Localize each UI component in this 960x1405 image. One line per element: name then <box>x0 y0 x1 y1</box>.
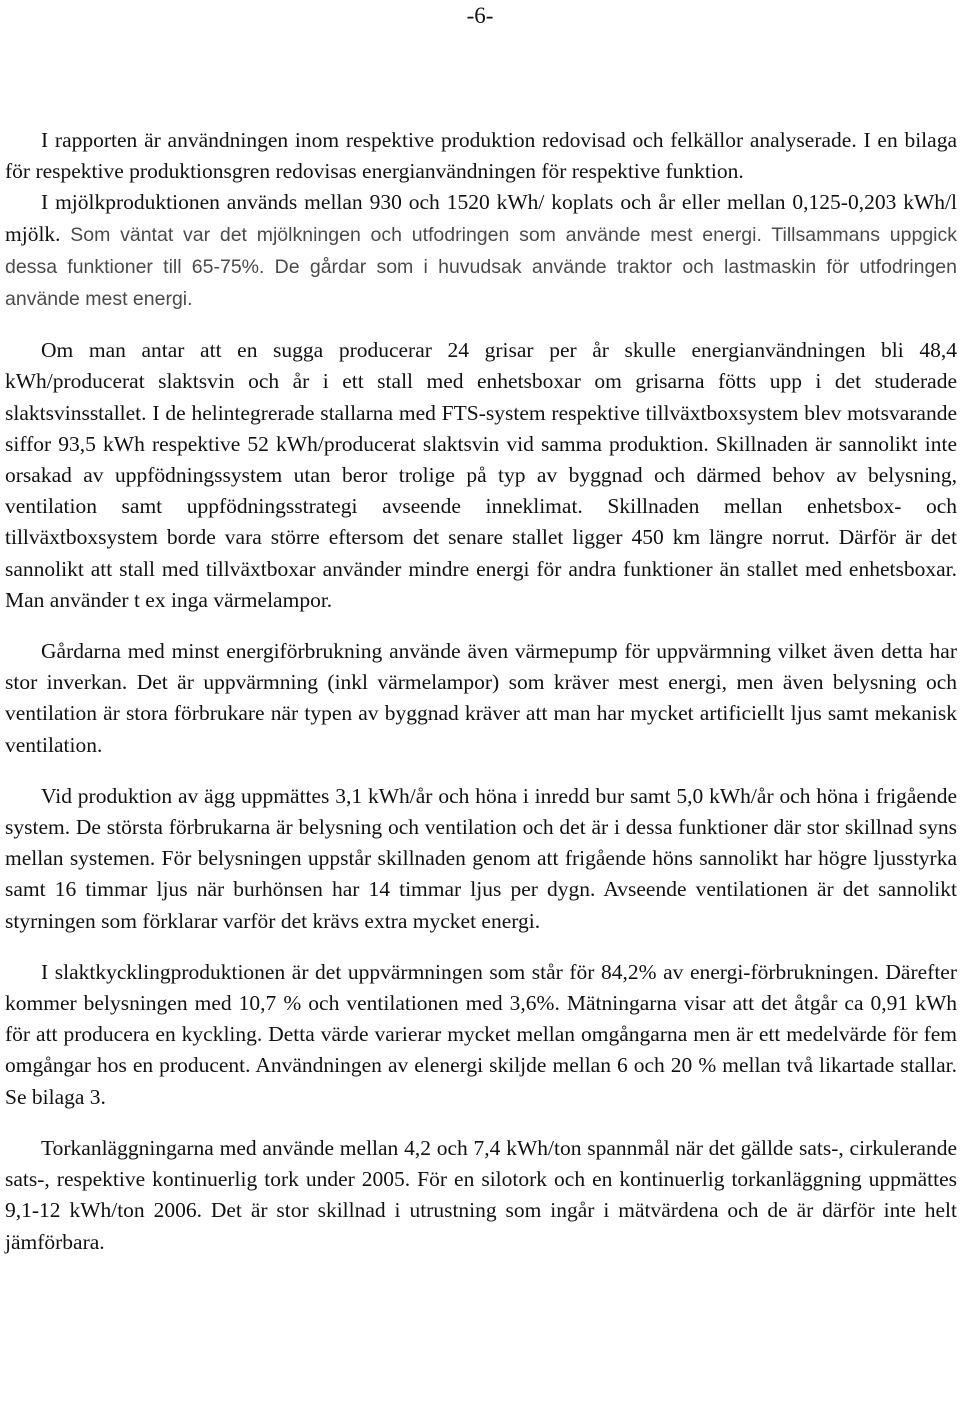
paragraph-intro: I rapporten är användningen inom respektive produktion redovisad och felkällor analyserade. I en bilaga för respektive produktionsgren redovisas energianvändningen för respektive funktion. <box>5 128 957 184</box>
paragraph-egg-production: Vid produktion av ägg uppmättes 3,1 kWh/år och höna i inredd bur samt 5,0 kWh/år och höna i frigående system. De största förbrukarna är belysning och ventilation och det är i dessa funktioner där stor skillnad syns mellan systemen. För belysningen uppstår skillnaden genom att frigående höns sannolikt har högre ljusstyrka samt 16 timmar ljus när burhönsen har 14 timmar ljus per dygn. Avseende ventilationen är det sannolikt styrningen som förklarar varför det krävs extra mycket energi. <box>5 783 957 933</box>
page-number: -6- <box>466 3 494 28</box>
paragraph-pig-production: Om man antar att en sugga producerar 24 grisar per år skulle energianvändningen bli 48,4 kWh/producerat slaktsvin och år i ett stall med enhetsboxar om grisarna fötts upp i det studerade slaktsvinsstallet. I de helintegrerade stallarna med FTS-system respektive tillväxtboxsystem blev motsvarande siffor 93,5 kWh respektive 52 kWh/producerat slaktsvin vid samma produktion. Skillnaden är sannolikt inte orsakad av uppfödningssystem utan beror trolige på typ av byggnad och därmed behov av belysning, ventilation samt uppfödningsstrategi avseende inneklimat. Skillnaden mellan enhetsbox- och tillväxtboxsystem borde vara större eftersom det senare stallet ligger 450 km längre norrut. Därför är det sannolikt att stall med tillväxtboxar använder mindre energi för andra funktioner än stallet med enhetsboxar. Man använder t ex inga värmelampor. <box>5 338 957 612</box>
paragraph-broiler-production: I slaktkycklingproduktionen är det uppvärmningen som står för 84,2% av energi-förbrukningen. Därefter kommer belysningen med 10,7 % och ventilationen med 3,6%. Mätningarna visar att det åtgår ca 0,91 kWh för att producera en kyckling. Detta värde varierar mycket mellan omgångarna men är ett medelvärde för fem omgångar hos en producent. Användningen av elenergi skiljde mellan 6 och 20 % mellan två likartade stallar. Se bilaga 3. <box>5 959 957 1109</box>
paragraph-heating: Gårdarna med minst energiförbrukning använde även värmepump för uppvärmning vilket även detta har stor inverkan. Det är uppvärmning (inkl värmelampor) som kräver mest energi, men även belysning och ventilation är stora förbrukare när typen av byggnad kräver att man har mycket artificiellt ljus samt mekanisk ventilation. <box>5 639 957 757</box>
milk-energy-text: I mjölkproduktionen används mellan 930 och 1520 kWh/ koplats och år eller mellan 0,125-0,203 kWh/l mjölk. <box>5 190 957 246</box>
milk-functions-text: Som väntat var det mjölkningen och utfodringen som använde mest energi. Tillsammans uppgick dessa funktioner till 65-75%. De gårdar som i huvudsak använde traktor och lastmaskin för utfodringen använde mest energi. <box>5 223 957 311</box>
paragraph-grain-drying: Torkanläggningarna med använde mellan 4,2 och 7,4 kWh/ton spannmål när det gällde sats-, cirkulerande sats-, respektive kontinuerlig tork under 2005. För en silotork och en kontinuerlig torkanläggning uppmättes 9,1-12 kWh/ton 2006. Det är stor skillnad i utrustning som ingår i mätvärdena och de är därför inte helt jämförbara. <box>5 1135 957 1254</box>
document-body <box>5 125 957 1258</box>
paragraph-milk-production <box>5 187 957 315</box>
